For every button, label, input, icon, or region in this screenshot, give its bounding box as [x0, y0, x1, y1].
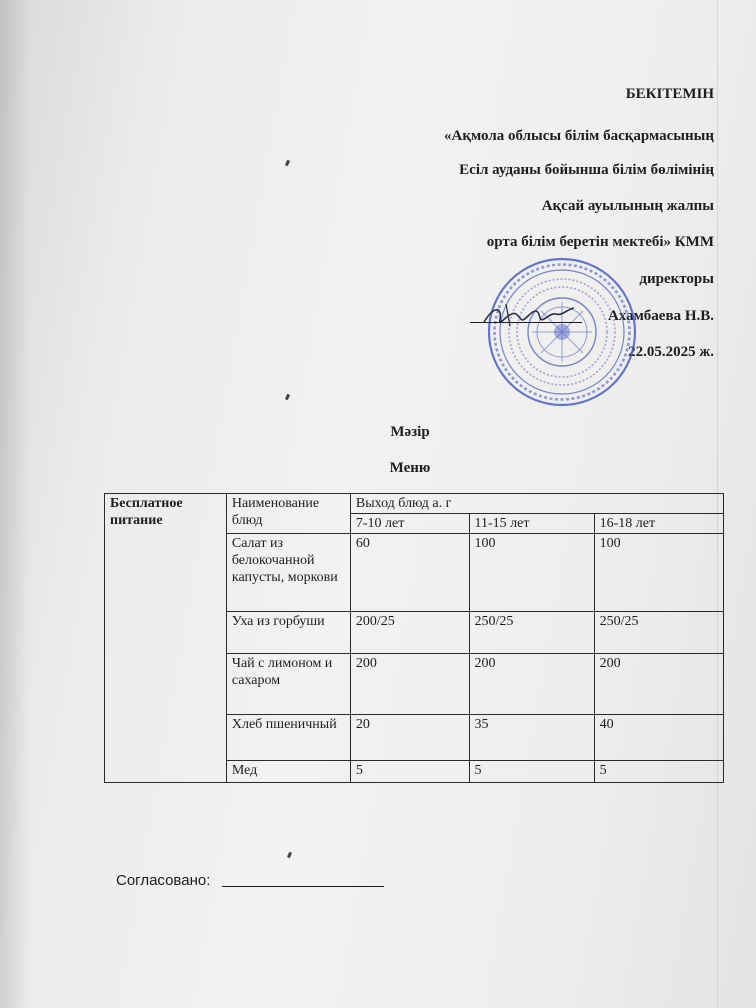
- dish-name: Уха из горбуши: [226, 612, 350, 654]
- yield-11-15: 35: [469, 715, 594, 761]
- approval-line-1: «Ақмола облысы білім басқармасының: [444, 128, 714, 144]
- yield-11-15: 250/25: [469, 612, 594, 654]
- yield-header: Выход блюд а. г: [350, 494, 723, 514]
- yield-16-18: 200: [594, 654, 723, 715]
- director-signature: [480, 300, 580, 332]
- director-name: Ахамбаева Н.В.: [607, 308, 714, 324]
- signature-line: [470, 322, 582, 323]
- menu-title-ru: Меню: [389, 460, 431, 476]
- menu-title-kz: Мәзір: [390, 424, 430, 440]
- free-meal-label: Бесплатное питание: [105, 494, 227, 783]
- yield-7-10: 5: [350, 761, 469, 783]
- agreed-signature-line: [222, 886, 384, 887]
- paper-speck: [287, 852, 292, 859]
- yield-16-18: 250/25: [594, 612, 723, 654]
- dish-name-header: Наименование блюд: [226, 494, 350, 534]
- yield-16-18: 100: [594, 534, 723, 612]
- menu-table: [104, 493, 724, 783]
- yield-7-10: 200: [350, 654, 469, 715]
- paper-speck: [285, 394, 290, 401]
- dish-name: Мед: [226, 761, 350, 783]
- yield-16-18: 40: [594, 715, 723, 761]
- yield-11-15: 200: [469, 654, 594, 715]
- yield-7-10: 20: [350, 715, 469, 761]
- approval-line-5: директоры: [639, 271, 714, 287]
- age-header-7-10: 7-10 лет: [350, 514, 469, 534]
- yield-7-10: 60: [350, 534, 469, 612]
- page-edge-shadow: [0, 0, 30, 1008]
- table-header-row: [105, 494, 724, 514]
- dish-name: Хлеб пшеничный: [226, 715, 350, 761]
- approval-date: 22.05.2025 ж.: [628, 344, 714, 360]
- yield-7-10: 200/25: [350, 612, 469, 654]
- yield-11-15: 5: [469, 761, 594, 783]
- approval-line-2: Есіл ауданы бойынша білім бөлімінің: [459, 162, 714, 178]
- approval-line-3: Ақсай ауылының жалпы: [541, 198, 714, 214]
- paper-speck: [285, 160, 290, 167]
- approval-line-4: орта білім беретін мектебі» КММ: [486, 234, 714, 250]
- dish-name: Чай с лимоном и сахаром: [226, 654, 350, 715]
- age-header-11-15: 11-15 лет: [469, 514, 594, 534]
- agreed-label: Согласовано:: [116, 872, 211, 889]
- school-stamp: [485, 255, 640, 410]
- yield-16-18: 5: [594, 761, 723, 783]
- age-header-16-18: 16-18 лет: [594, 514, 723, 534]
- yield-11-15: 100: [469, 534, 594, 612]
- approval-heading: БЕКІТЕМІН: [625, 86, 714, 102]
- dish-name: Салат из белокочанной капусты, моркови: [226, 534, 350, 612]
